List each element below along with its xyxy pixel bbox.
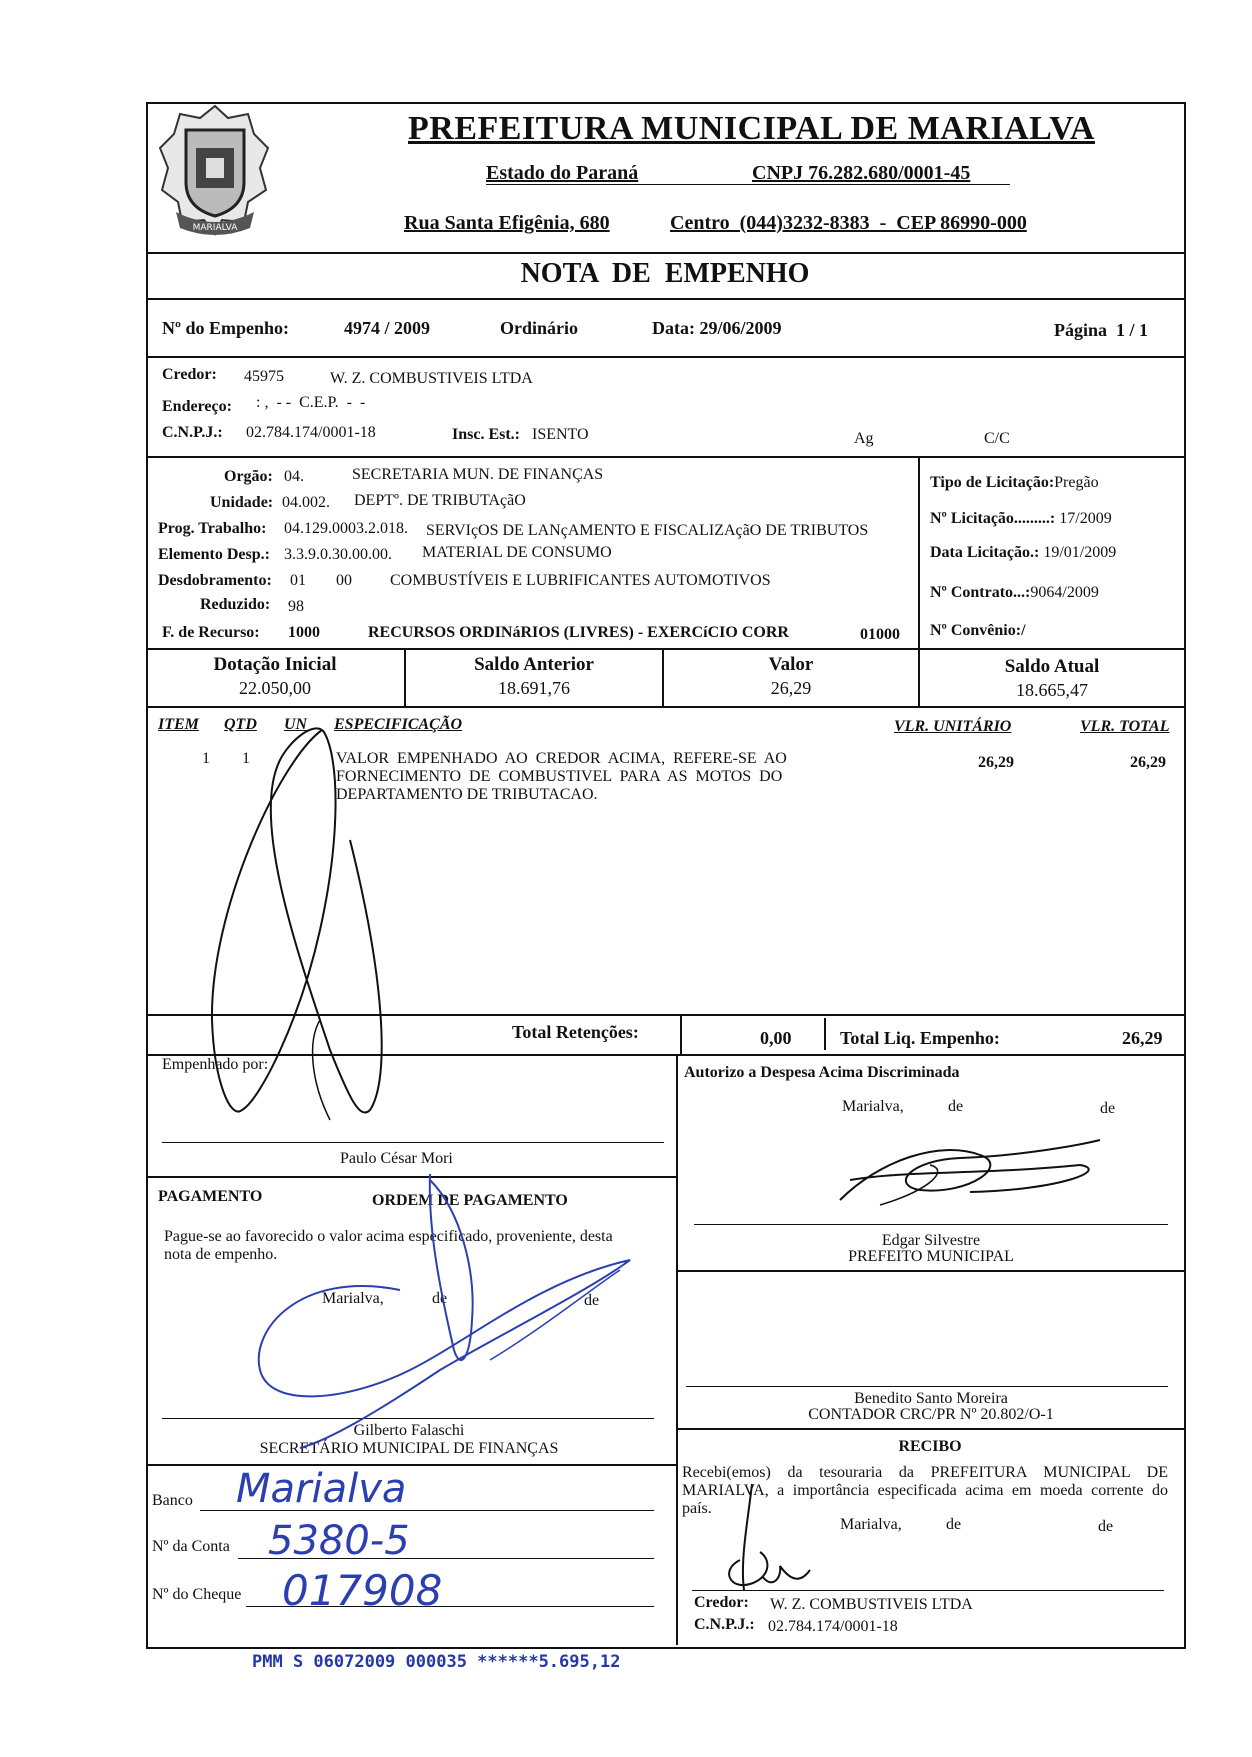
empenho-number: 4974 / 2009 — [344, 318, 431, 338]
autorizo-place: Marialva, — [842, 1098, 904, 1115]
recibo-text-line2: MARIALVA, a importância especificada acima em moeda corrente do — [682, 1482, 1168, 1499]
dotacao-value: 22.050,00 — [239, 678, 311, 698]
item-total-value: 26,29 — [1130, 754, 1166, 771]
desd-name: COMBUSTÍVEIS E LUBRIFICANTES AUTOMOTIVOS — [390, 572, 771, 589]
seal-text: MARIALVA — [192, 223, 238, 233]
ie-label: Insc. Est.: — [452, 426, 521, 443]
recibo-de2: de — [1098, 1518, 1114, 1535]
credor-cnpj: 02.784.174/0001-18 — [246, 424, 376, 441]
item-qty: 1 — [242, 750, 250, 767]
contador-signer: Benedito Santo Moreira — [854, 1390, 1008, 1407]
reduzido-label: Reduzido: — [200, 596, 271, 613]
ordem-pagamento-label: ORDEM DE PAGAMENTO — [372, 1192, 568, 1209]
recurso-name: RECURSOS ORDINáRIOS (LIVRES) - EXERCíCIO CORR — [368, 624, 789, 641]
saldo-anterior-label: Saldo Anterior — [474, 654, 594, 675]
item-number: 1 — [202, 750, 210, 767]
cc-label: C/C — [984, 430, 1010, 447]
col-spec: ESPECIFICAÇÃO — [334, 716, 463, 733]
elem-code: 3.3.9.0.30.00.00. — [284, 546, 392, 563]
empenhado-label: Empenhado por: — [162, 1056, 269, 1073]
autorizo-de1: de — [948, 1098, 964, 1115]
licitacao-type-label: Tipo de Licitação:Pregão — [930, 474, 1099, 491]
recibo-text-line3: país. — [682, 1500, 712, 1517]
item-unit-value: 26,29 — [978, 754, 1014, 771]
empenhado-signature-icon — [190, 720, 450, 1150]
unidade-code: 04.002. — [282, 494, 330, 511]
autorizo-de2: de — [1100, 1100, 1116, 1117]
autorizo-label: Autorizo a Despesa Acima Discriminada — [684, 1064, 960, 1081]
orgao-code: 04. — [284, 468, 304, 485]
page-title: PREFEITURA MUNICIPAL DE MARIALVA — [408, 110, 1095, 147]
recibo-cnpj: 02.784.174/0001-18 — [768, 1618, 898, 1635]
contact-info: Centro (044)3232-8383 - CEP 86990-000 — [670, 212, 1027, 234]
credor-code: 45975 — [244, 368, 284, 385]
empenho-label: Nº do Empenho: — [162, 318, 289, 338]
recibo-credor-name: W. Z. COMBUSTIVEIS LTDA — [770, 1596, 973, 1613]
credor-cnpj-label: C.N.P.J.: — [162, 424, 223, 441]
col-total-value: VLR. TOTAL — [1080, 718, 1170, 735]
orgao-name: SECRETARIA MUN. DE FINANÇAS — [352, 466, 604, 483]
recurso-label: F. de Recurso: — [162, 624, 260, 641]
liq-empenho-value: 26,29 — [1122, 1028, 1163, 1048]
col-unit-value: VLR. UNITÁRIO — [894, 718, 1012, 735]
liq-empenho-label: Total Liq. Empenho: — [840, 1028, 1000, 1048]
ag-label: Ag — [854, 430, 874, 447]
pagamento-de1: de — [432, 1290, 448, 1307]
licitacao-date: Data Licitação.: 19/01/2009 — [930, 544, 1117, 561]
retencoes-label: Total Retenções: — [512, 1022, 639, 1042]
recurso-code2: 01000 — [860, 626, 900, 643]
address-value: : , - - C.E.P. - - — [256, 394, 366, 411]
pagamento-text-line2: nota de empenho. — [164, 1246, 278, 1263]
licitacao-number: Nº Licitação.........: 17/2009 — [930, 510, 1112, 527]
saldo-atual-label: Saldo Atual — [1004, 656, 1100, 677]
desd-label: Desdobramento: — [158, 572, 272, 589]
recibo-de1: de — [946, 1516, 962, 1533]
conta-label: Nº da Conta — [152, 1538, 230, 1555]
unidade-label: Unidade: — [210, 494, 274, 511]
conta-handwritten: 5380-5 — [268, 1518, 410, 1564]
retencoes-value: 0,00 — [760, 1028, 792, 1048]
banco-label: Banco — [152, 1492, 193, 1509]
prog-code: 04.129.0003.2.018. — [284, 520, 408, 537]
ie-value: ISENTO — [532, 426, 589, 443]
recibo-text-line1: Recebi(emos) da tesouraria da PREFEITURA MUNICIPAL DE — [682, 1464, 1168, 1481]
valor-label: Valor — [768, 654, 814, 675]
convenio: Nº Convênio:/ — [930, 622, 1026, 639]
elem-name: MATERIAL DE CONSUMO — [422, 544, 612, 561]
recibo-credor-label: Credor: — [694, 1594, 749, 1611]
saldo-anterior-value: 18.691,76 — [498, 678, 570, 698]
bank-stamp: PMM S 06072009 000035 ******5.695,12 — [252, 1652, 621, 1672]
secretario-signature-icon — [240, 1170, 660, 1450]
col-qtd: QTD — [224, 716, 257, 733]
item-desc-line1: VALOR EMPENHADO AO CREDOR ACIMA, REFERE-SE AO — [336, 750, 787, 767]
contador-role: CONTADOR CRC/PR Nº 20.802/O-1 — [808, 1406, 1054, 1423]
pagamento-text-line1: Pague-se ao favorecido o valor acima especificado, proveniente, desta — [164, 1228, 613, 1245]
cheque-handwritten: 017908 — [282, 1566, 443, 1615]
prefeito-signer: Edgar Silvestre — [881, 1232, 981, 1249]
unidade-name: DEPTº. DE TRIBUTAçãO — [354, 492, 526, 509]
cnpj-header: CNPJ 76.282.680/0001-45 — [752, 162, 971, 184]
col-item: ITEM — [158, 716, 199, 733]
prog-name: SERVIçOS DE LANçAMENTO E FISCALIZAçãO DE TRIBUTOS — [426, 522, 869, 539]
prog-label: Prog. Trabalho: — [158, 520, 267, 537]
item-desc-line3: DEPARTAMENTO DE TRIBUTACAO. — [336, 786, 598, 803]
credor-label: Credor: — [162, 366, 217, 383]
street-address: Rua Santa Efigênia, 680 — [404, 212, 610, 234]
municipal-seal-icon — [156, 100, 274, 246]
contract-number: Nº Contrato...:9064/2009 — [930, 584, 1099, 601]
saldo-atual-value: 18.665,47 — [1016, 680, 1088, 700]
state-label: Estado do Paraná — [486, 162, 639, 184]
recibo-label: RECIBO — [898, 1438, 962, 1455]
empenho-date: Data: 29/06/2009 — [652, 318, 782, 338]
empenho-type: Ordinário — [500, 318, 579, 338]
empenhado-signer: Paulo César Mori — [340, 1150, 453, 1167]
pagamento-de2: de — [584, 1292, 600, 1309]
desd-code2: 00 — [336, 572, 352, 589]
document-title: NOTA DE EMPENHO — [520, 258, 810, 289]
recibo-place: Marialva, — [840, 1516, 902, 1533]
valor-value: 26,29 — [770, 678, 812, 698]
recurso-code: 1000 — [288, 624, 320, 641]
recibo-signature-icon — [710, 1480, 850, 1600]
recibo-cnpj-label: C.N.P.J.: — [694, 1616, 755, 1633]
pagamento-place: Marialva, — [322, 1290, 384, 1307]
cheque-label: Nº do Cheque — [152, 1586, 242, 1603]
secretario-role: SECRETÁRIO MUNICIPAL DE FINANÇAS — [259, 1440, 559, 1457]
elem-label: Elemento Desp.: — [158, 546, 270, 563]
prefeito-signature-icon — [820, 1130, 1120, 1220]
credor-name: W. Z. COMBUSTIVEIS LTDA — [330, 370, 533, 387]
reduzido-value: 98 — [288, 598, 304, 615]
secretario-signer: Gilberto Falaschi — [353, 1422, 465, 1439]
col-un: UN — [284, 716, 308, 733]
orgao-label: Orgão: — [224, 468, 273, 485]
banco-handwritten: Marialva — [236, 1466, 407, 1512]
address-label: Endereço: — [162, 398, 232, 415]
prefeito-role: PREFEITO MUNICIPAL — [848, 1248, 1014, 1265]
item-desc-line2: FORNECIMENTO DE COMBUSTIVEL PARA AS MOTOS DO — [336, 768, 783, 785]
dotacao-label: Dotação Inicial — [213, 654, 337, 675]
page-number: Página 1 / 1 — [1054, 320, 1149, 340]
desd-code1: 01 — [290, 572, 306, 589]
pagamento-label: PAGAMENTO — [158, 1188, 263, 1205]
